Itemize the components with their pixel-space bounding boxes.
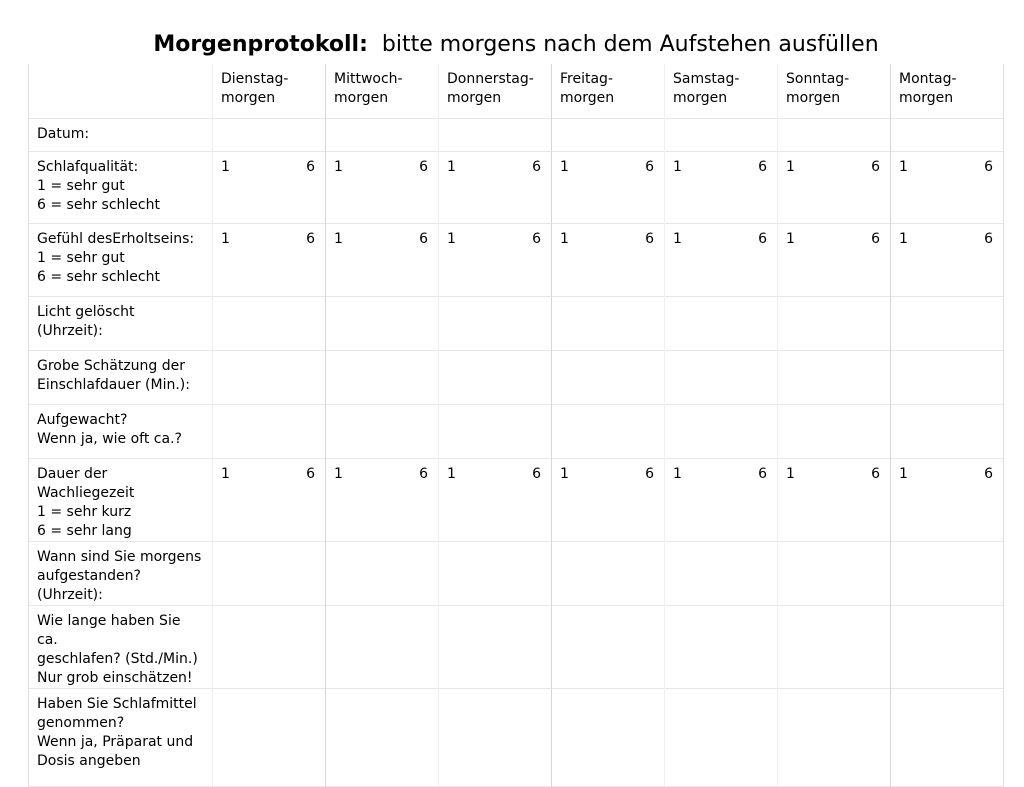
scale-high: 6 xyxy=(532,230,541,247)
rating-scale xyxy=(334,465,430,484)
entry-cell[interactable] xyxy=(213,541,326,605)
entry-cell[interactable] xyxy=(665,118,778,151)
row-label xyxy=(29,541,213,605)
row-label xyxy=(29,404,213,458)
entry-cell[interactable] xyxy=(439,296,552,350)
entry-cell[interactable] xyxy=(665,223,778,296)
entry-cell[interactable] xyxy=(439,404,552,458)
rating-scale xyxy=(899,158,995,177)
row-label-line: Datum: xyxy=(37,125,90,142)
entry-cell[interactable] xyxy=(326,541,439,605)
rating-scale xyxy=(560,465,656,484)
rating-scale xyxy=(786,465,882,484)
row-label-line: Schlafqualität: xyxy=(37,158,139,175)
day-header-line: Dienstag- xyxy=(221,71,289,87)
rating-scale xyxy=(673,230,769,249)
scale-high: 6 xyxy=(984,158,993,175)
day-header-line: Samstag- xyxy=(673,71,740,87)
header-label-cell xyxy=(29,64,213,118)
entry-cell[interactable] xyxy=(326,296,439,350)
row-label xyxy=(29,350,213,404)
row-label-line: 6 = sehr schlecht xyxy=(37,268,160,285)
header-row xyxy=(29,64,1004,118)
day-header-6 xyxy=(891,64,1004,118)
rating-scale xyxy=(334,230,430,249)
entry-cell[interactable] xyxy=(891,151,1004,223)
entry-cell[interactable] xyxy=(326,151,439,223)
entry-cell[interactable] xyxy=(439,350,552,404)
entry-cell[interactable] xyxy=(439,118,552,151)
entry-cell[interactable] xyxy=(778,458,891,541)
entry-cell[interactable] xyxy=(552,541,665,605)
scale-high: 6 xyxy=(419,465,428,482)
scale-low: 1 xyxy=(447,230,456,247)
entry-cell[interactable] xyxy=(213,223,326,296)
scale-high: 6 xyxy=(306,230,315,247)
scale-low: 1 xyxy=(334,465,343,482)
scale-low: 1 xyxy=(560,465,569,482)
entry-cell[interactable] xyxy=(891,118,1004,151)
title-bold: Morgenprotokoll: xyxy=(153,32,368,57)
rating-scale xyxy=(560,230,656,249)
day-header-0 xyxy=(213,64,326,118)
table-row xyxy=(29,404,1004,458)
entry-cell[interactable] xyxy=(665,605,778,688)
entry-cell[interactable] xyxy=(326,688,439,786)
entry-cell[interactable] xyxy=(439,223,552,296)
day-header-2 xyxy=(439,64,552,118)
day-header-line: morgen xyxy=(334,90,389,106)
scale-low: 1 xyxy=(786,230,795,247)
entry-cell[interactable] xyxy=(778,151,891,223)
row-label-line: Wann sind Sie morgens xyxy=(37,548,202,565)
day-header-line: morgen xyxy=(786,90,841,106)
entry-cell[interactable] xyxy=(665,151,778,223)
rating-scale xyxy=(447,465,543,484)
scale-high: 6 xyxy=(984,230,993,247)
day-header-line: Mittwoch- xyxy=(334,71,403,87)
scale-low: 1 xyxy=(673,465,682,482)
entry-cell[interactable] xyxy=(665,404,778,458)
entry-cell[interactable] xyxy=(665,350,778,404)
scale-high: 6 xyxy=(871,465,880,482)
entry-cell[interactable] xyxy=(891,541,1004,605)
row-label-line: Wenn ja, Präparat und xyxy=(37,733,194,750)
entry-cell[interactable] xyxy=(665,541,778,605)
row-label-line: geschlafen? (Std./Min.) xyxy=(37,650,198,667)
entry-cell[interactable] xyxy=(665,458,778,541)
entry-cell[interactable] xyxy=(552,118,665,151)
entry-cell[interactable] xyxy=(326,404,439,458)
entry-cell[interactable] xyxy=(326,350,439,404)
entry-cell[interactable] xyxy=(891,223,1004,296)
row-label-line: Wenn ja, wie oft ca.? xyxy=(37,430,182,447)
scale-high: 6 xyxy=(645,158,654,175)
scale-high: 6 xyxy=(532,158,541,175)
entry-cell[interactable] xyxy=(213,404,326,458)
row-label-line: 1 = sehr kurz xyxy=(37,503,132,520)
entry-cell[interactable] xyxy=(778,541,891,605)
entry-cell[interactable] xyxy=(439,151,552,223)
day-header-5 xyxy=(778,64,891,118)
scale-low: 1 xyxy=(786,158,795,175)
table-row xyxy=(29,118,1004,151)
rating-scale xyxy=(673,158,769,177)
day-header-line: morgen xyxy=(899,90,954,106)
row-label-line: Gefühl desErholtseins: xyxy=(37,230,195,247)
entry-cell[interactable] xyxy=(552,296,665,350)
rating-scale xyxy=(334,158,430,177)
entry-cell[interactable] xyxy=(552,605,665,688)
row-label-line: Aufgewacht? xyxy=(37,411,128,428)
scale-low: 1 xyxy=(221,465,230,482)
entry-cell[interactable] xyxy=(552,458,665,541)
entry-cell[interactable] xyxy=(439,605,552,688)
rating-scale xyxy=(786,158,882,177)
scale-high: 6 xyxy=(532,465,541,482)
scale-low: 1 xyxy=(221,230,230,247)
day-header-line: morgen xyxy=(673,90,728,106)
row-label-line: 1 = sehr gut xyxy=(37,249,125,266)
entry-cell[interactable] xyxy=(439,688,552,786)
row-label-line: 1 = sehr gut xyxy=(37,177,125,194)
scale-high: 6 xyxy=(871,158,880,175)
table-row xyxy=(29,296,1004,350)
row-label xyxy=(29,118,213,151)
day-header-3 xyxy=(552,64,665,118)
row-label-line: Licht gelöscht (Uhrzeit): xyxy=(37,303,135,339)
scale-high: 6 xyxy=(645,465,654,482)
row-label xyxy=(29,458,213,541)
table-row xyxy=(29,605,1004,688)
scale-high: 6 xyxy=(758,158,767,175)
scale-high: 6 xyxy=(871,230,880,247)
scale-high: 6 xyxy=(419,230,428,247)
day-header-line: Freitag- xyxy=(560,71,613,87)
rating-scale xyxy=(899,230,995,249)
scale-low: 1 xyxy=(899,158,908,175)
scale-high: 6 xyxy=(984,465,993,482)
scale-low: 1 xyxy=(786,465,795,482)
scale-low: 1 xyxy=(334,230,343,247)
entry-cell[interactable] xyxy=(213,458,326,541)
row-label xyxy=(29,605,213,688)
scale-low: 1 xyxy=(221,158,230,175)
scale-low: 1 xyxy=(673,158,682,175)
entry-cell[interactable] xyxy=(891,458,1004,541)
scale-high: 6 xyxy=(419,158,428,175)
rating-scale xyxy=(221,158,317,177)
scale-low: 1 xyxy=(560,158,569,175)
table-row xyxy=(29,223,1004,296)
row-label-line: 6 = sehr lang xyxy=(37,522,132,539)
page-title xyxy=(28,18,1004,64)
day-header-line: Montag- xyxy=(899,71,957,87)
entry-cell[interactable] xyxy=(891,688,1004,786)
title-rest: bitte morgens nach dem Aufstehen ausfüllen xyxy=(381,32,879,57)
scale-low: 1 xyxy=(899,230,908,247)
entry-cell[interactable] xyxy=(326,223,439,296)
entry-cell[interactable] xyxy=(552,223,665,296)
rating-scale xyxy=(447,230,543,249)
entry-cell[interactable] xyxy=(213,296,326,350)
entry-cell[interactable] xyxy=(891,605,1004,688)
row-label-line: genommen? xyxy=(37,714,125,731)
rating-scale xyxy=(786,230,882,249)
entry-cell[interactable] xyxy=(326,605,439,688)
day-header-4 xyxy=(665,64,778,118)
morning-protocol-sheet xyxy=(28,18,1004,769)
entry-cell[interactable] xyxy=(326,458,439,541)
rating-scale xyxy=(673,465,769,484)
row-label-line: Dauer der Wachliegezeit xyxy=(37,465,135,501)
entry-cell[interactable] xyxy=(326,118,439,151)
table-row xyxy=(29,151,1004,223)
day-header-1 xyxy=(326,64,439,118)
table-row xyxy=(29,350,1004,404)
entry-cell[interactable] xyxy=(778,688,891,786)
scale-high: 6 xyxy=(306,465,315,482)
entry-cell[interactable] xyxy=(778,404,891,458)
row-label-line: Dosis angeben xyxy=(37,752,141,769)
rating-scale xyxy=(899,465,995,484)
entry-cell[interactable] xyxy=(778,350,891,404)
scale-low: 1 xyxy=(899,465,908,482)
scale-low: 1 xyxy=(560,230,569,247)
scale-high: 6 xyxy=(645,230,654,247)
day-header-line: Sonntag- xyxy=(786,71,850,87)
day-header-line: morgen xyxy=(221,90,276,106)
entry-cell[interactable] xyxy=(552,350,665,404)
entry-cell[interactable] xyxy=(213,151,326,223)
scale-high: 6 xyxy=(758,230,767,247)
rating-scale xyxy=(221,465,317,484)
row-label-line: aufgestanden? (Uhrzeit): xyxy=(37,567,141,603)
scale-low: 1 xyxy=(673,230,682,247)
row-label xyxy=(29,688,213,786)
scale-low: 1 xyxy=(447,465,456,482)
entry-cell[interactable] xyxy=(891,404,1004,458)
row-label-line: 6 = sehr schlecht xyxy=(37,196,160,213)
rating-scale xyxy=(560,158,656,177)
row-label-line: Nur grob einschätzen! xyxy=(37,669,193,686)
entry-cell[interactable] xyxy=(552,404,665,458)
row-label-line: Wie lange haben Sie ca. xyxy=(37,612,181,648)
table-row xyxy=(29,688,1004,786)
day-header-line: morgen xyxy=(560,90,615,106)
entry-cell[interactable] xyxy=(213,688,326,786)
row-label-line: Grobe Schätzung der xyxy=(37,357,186,374)
rating-scale xyxy=(447,158,543,177)
entry-cell[interactable] xyxy=(665,688,778,786)
row-label xyxy=(29,223,213,296)
entry-cell[interactable] xyxy=(891,350,1004,404)
entry-cell[interactable] xyxy=(778,118,891,151)
entry-cell[interactable] xyxy=(213,118,326,151)
rating-scale xyxy=(221,230,317,249)
row-label-line: Einschlafdauer (Min.): xyxy=(37,376,190,393)
row-label xyxy=(29,296,213,350)
table-row xyxy=(29,458,1004,541)
scale-high: 6 xyxy=(306,158,315,175)
entry-cell[interactable] xyxy=(213,605,326,688)
scale-low: 1 xyxy=(447,158,456,175)
entry-cell[interactable] xyxy=(778,605,891,688)
protocol-table xyxy=(28,64,1004,787)
scale-low: 1 xyxy=(334,158,343,175)
scale-high: 6 xyxy=(758,465,767,482)
entry-cell[interactable] xyxy=(439,541,552,605)
entry-cell[interactable] xyxy=(891,296,1004,350)
row-label-line: Haben Sie Schlafmittel xyxy=(37,695,197,712)
table-row xyxy=(29,541,1004,605)
entry-cell[interactable] xyxy=(552,151,665,223)
entry-cell[interactable] xyxy=(439,458,552,541)
entry-cell[interactable] xyxy=(665,296,778,350)
day-header-line: Donnerstag- xyxy=(447,71,534,87)
day-header-line: morgen xyxy=(447,90,502,106)
row-label xyxy=(29,151,213,223)
entry-cell[interactable] xyxy=(213,350,326,404)
entry-cell[interactable] xyxy=(778,223,891,296)
entry-cell[interactable] xyxy=(552,688,665,786)
entry-cell[interactable] xyxy=(778,296,891,350)
